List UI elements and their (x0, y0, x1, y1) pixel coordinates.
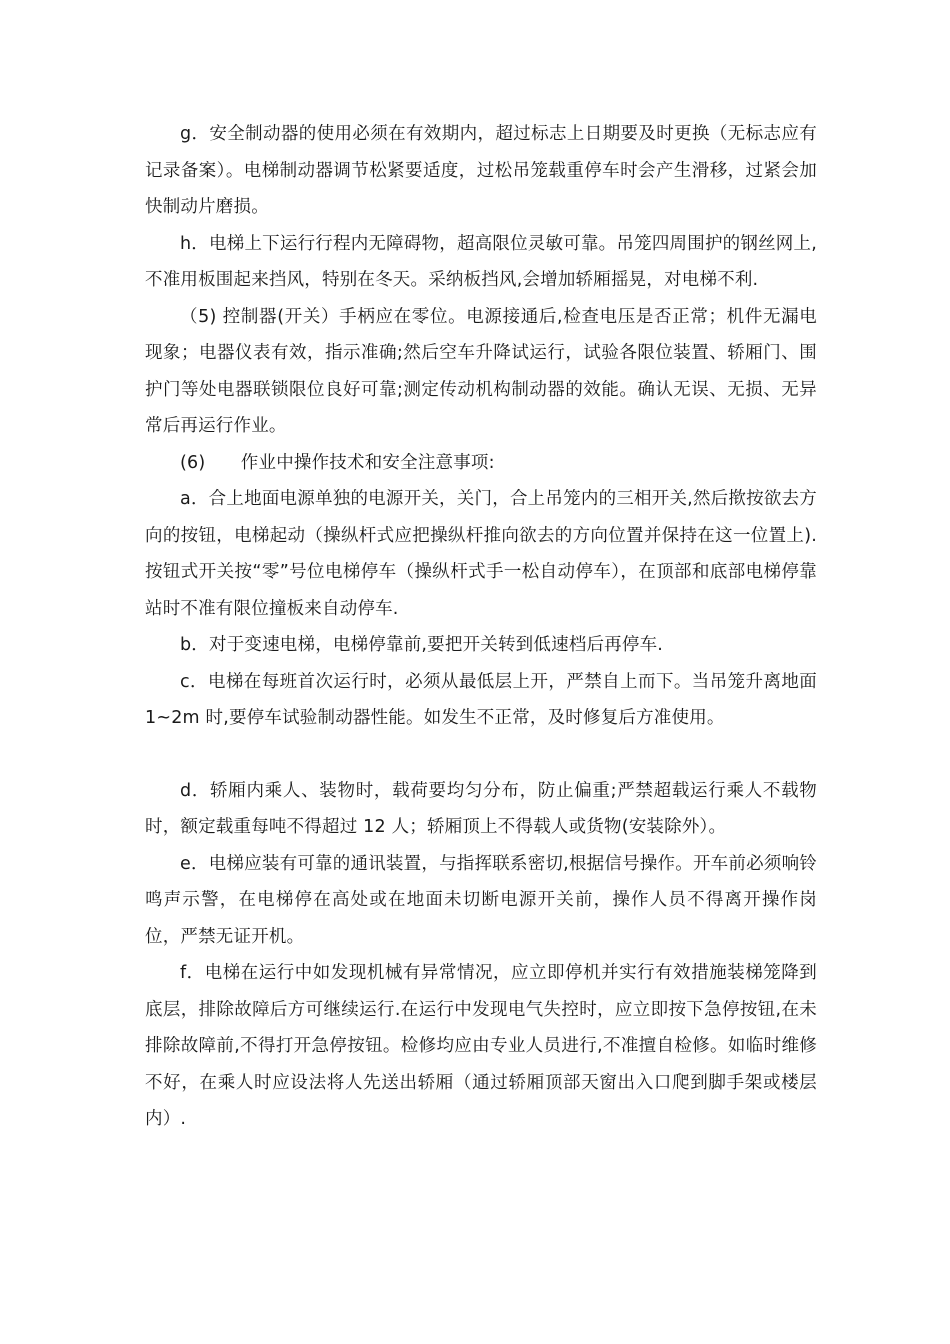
blank-line (145, 737, 817, 773)
paragraph-d: d．轿厢内乘人、装物时，载荷要均匀分布，防止偏重;严禁超载运行乘人不载物时，额定载重每吨不得超过 12 人；轿厢顶上不得载人或货物(安装除外）。 (145, 780, 817, 837)
paragraph-5: （5) 控制器(开关）手柄应在零位。电源接通后,检查电压是否正常；机件无漏电现象；电器仪表有效，指示准确;然后空车升降试运行，试验各限位装置、轿厢门、围护门等处电器联锁限位良好可靠;测定传动机构制动器的效能。确认无误、无损、无异常后再运行作业。 (145, 306, 817, 436)
paragraph-c: c．电梯在每班首次运行时，必须从最低层上开，严禁自上而下。当吊笼升离地面 1~2m 时,要停车试验制动器性能。如发生不正常，及时修复后方准使用。 (145, 671, 817, 728)
paragraph-a: a．合上地面电源单独的电源开关，关门，合上吊笼内的三相开关,然后揿按欲去方向的按钮，电梯起动（操纵杆式应把操纵杆推向欲去的方向位置并保持在这一位置上).按钮式开关按“零”号位电梯停车（操纵杆式手一松自动停车），在顶部和底部电梯停靠站时不准有限位撞板来自动停车. (145, 489, 817, 619)
paragraph-e: e．电梯应装有可靠的通讯装置，与指挥联系密切,根据信号操作。开车前必须响铃鸣声示警，在电梯停在高处或在地面未切断电源开关前，操作人员不得离开操作岗位，严禁无证开机。 (145, 853, 817, 947)
document-body (145, 116, 817, 1138)
paragraph-g: g．安全制动器的使用必须在有效期内，超过标志上日期要及时更换（无标志应有记录备案）。电梯制动器调节松紧要适度，过松吊笼载重停车时会产生滑移，过紧会加快制动片磨损。 (145, 124, 817, 217)
paragraph-6-heading: (6) 作业中操作技术和安全注意事项: (180, 452, 495, 473)
paragraph-b: b．对于变速电梯，电梯停靠前,要把开关转到低速档后再停车. (180, 635, 664, 655)
paragraph-h: h．电梯上下运行行程内无障碍物，超高限位灵敏可靠。吊笼四周围护的钢丝网上,不准用板围起来挡风，特别在冬天。采纳板挡风,会增加轿厢摇晃，对电梯不利. (145, 233, 817, 290)
paragraph-f: f．电梯在运行中如发现机械有异常情况，应立即停机并实行有效措施装梯笼降到底层，排除故障后方可继续运行.在运行中发现电气失控时，应立即按下急停按钮,在未排除故障前,不得打开急停按钮。检修均应由专业人员进行,不准擅自检修。如临时维修不好，在乘人时应设法将人先送出轿厢（通过轿厢顶部天窗出入口爬到脚手架或楼层内）. (145, 963, 817, 1129)
